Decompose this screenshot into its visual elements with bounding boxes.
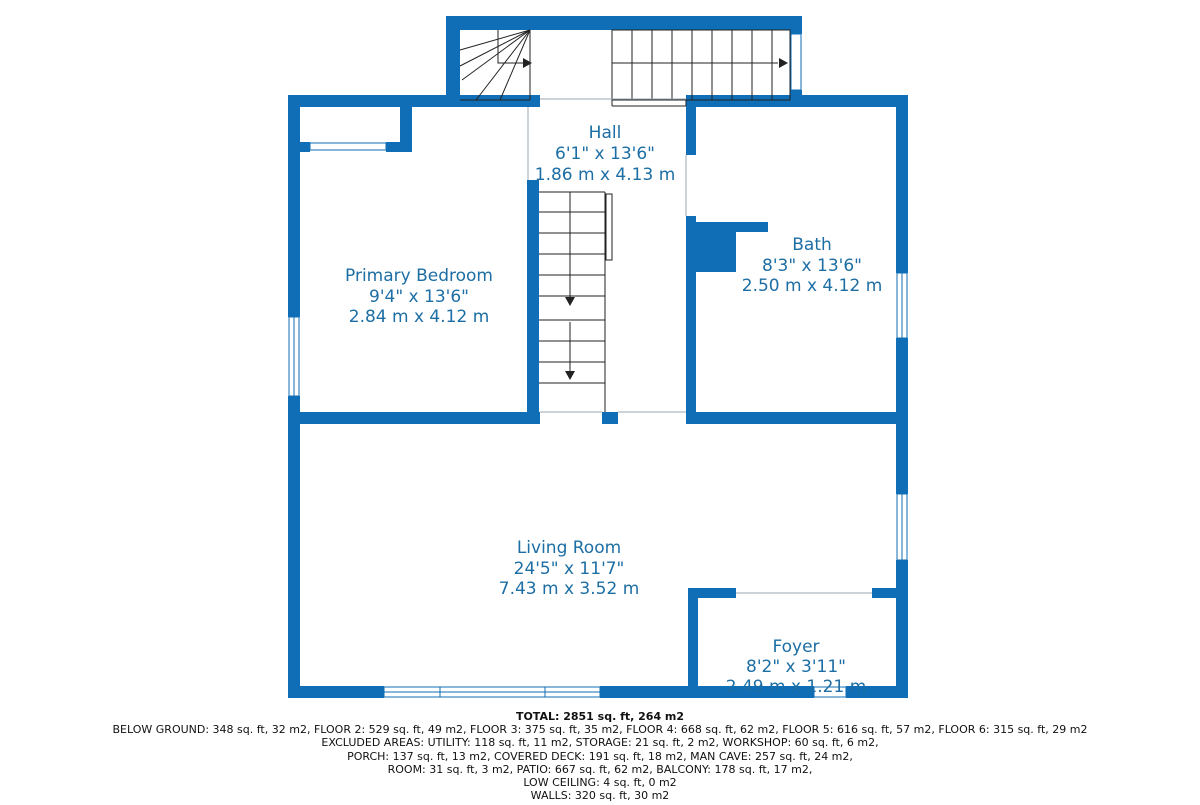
stair-arrowhead-upper-left	[523, 58, 532, 68]
wall-foyer-top-left	[688, 588, 736, 598]
summary-line: WALLS: 320 sq. ft, 30 m2	[530, 789, 670, 803]
room-name: Foyer	[772, 637, 820, 657]
room-dim-imperial: 6'1" x 13'6"	[555, 144, 655, 164]
wall-right-lower	[896, 560, 908, 698]
room-label-bath	[742, 235, 883, 296]
room-label-hall	[535, 123, 676, 185]
room-name: Hall	[588, 123, 622, 143]
wall-stairbox-top	[446, 16, 802, 30]
wall-foyer-left	[688, 588, 698, 698]
summary-total: TOTAL: 2851 sq. ft, 264 m2	[515, 710, 685, 723]
room-dim-metric: 7.43 m x 3.52 m	[498, 579, 640, 599]
wall-bottom-left	[288, 686, 384, 698]
wall-living-top-right	[686, 412, 908, 424]
wall-hall-bath	[686, 95, 696, 155]
room-dim-metric: 2.49 m x 1.21 m	[725, 677, 867, 697]
stair-flight-right	[612, 30, 790, 100]
room-dim-imperial: 8'2" x 3'11"	[746, 657, 846, 677]
stair-handrail	[606, 194, 612, 260]
area-summary	[0, 710, 1200, 802]
room-label-living-room	[499, 538, 640, 599]
room-dim-imperial: 9'4" x 13'6"	[369, 287, 469, 307]
wall-top-right	[686, 95, 908, 107]
wall-right-upper	[896, 95, 908, 273]
stair-arrowhead-upper-right	[779, 58, 788, 68]
summary-line: EXCLUDED AREAS: UTILITY: 118 sq. ft, 11 m2, STORAGE: 21 sq. ft, 2 m2, WORKSHOP: 60 sq. ft, 6 m2,	[321, 736, 879, 750]
room-dim-metric: 2.84 m x 4.12 m	[348, 307, 490, 327]
bath-fixture-ledge	[686, 222, 768, 232]
wall-left-upper	[288, 95, 300, 317]
summary-line: BELOW GROUND: 348 sq. ft, 32 m2, FLOOR 2: 529 sq. ft, 49 m2, FLOOR 3: 375 sq. ft, 35 m2, FLOOR 4: 668 sq. ft, 62 m2, FLOOR 5: 616 sq. ft, 57 m2, FLOOR 6: 315 sq. ft, 29 m2	[112, 723, 1088, 737]
wall-bedroom-hall	[527, 180, 539, 422]
wall-closet-left-stub	[288, 142, 310, 152]
window-stairbox-right	[791, 34, 801, 90]
summary-line: LOW CEILING: 4 sq. ft, 0 m2	[523, 776, 677, 790]
room-dim-metric: 2.50 m x 4.12 m	[741, 276, 883, 296]
closet-door-bedroom	[310, 143, 386, 150]
summary-line: ROOM: 31 sq. ft, 3 m2, PATIO: 667 sq. ft, 62 m2, BALCONY: 178 sq. ft, 17 m2,	[387, 762, 813, 776]
wall-stairbox-right	[790, 16, 802, 34]
wall-top-left	[288, 95, 540, 107]
wall-foyer-top-right	[872, 588, 908, 598]
room-label-primary-bedroom	[345, 266, 493, 327]
wall-living-top-mid	[602, 412, 618, 424]
stairs-hall	[539, 192, 612, 412]
room-name: Primary Bedroom	[345, 266, 493, 286]
stair-arrowhead-hall-2	[565, 371, 575, 380]
wall-left-lower	[288, 396, 300, 698]
wall-living-top-left	[288, 412, 540, 424]
room-dim-imperial: 8'3" x 13'6"	[762, 256, 862, 276]
room-name: Living Room	[516, 538, 622, 558]
room-dim-imperial: 24'5" x 11'7"	[513, 559, 625, 579]
stair-arrowhead-hall-1	[565, 297, 575, 306]
stairs-upper	[460, 30, 790, 106]
summary-line: PORCH: 137 sq. ft, 13 m2, COVERED DECK: 191 sq. ft, 18 m2, MAN CAVE: 257 sq. ft, 24 m2,	[347, 749, 853, 763]
room-dim-metric: 1.86 m x 4.13 m	[534, 165, 676, 185]
wall-stairbox-left	[446, 16, 460, 100]
room-name: Bath	[792, 235, 832, 255]
wall-closet-horizontal	[386, 142, 412, 152]
